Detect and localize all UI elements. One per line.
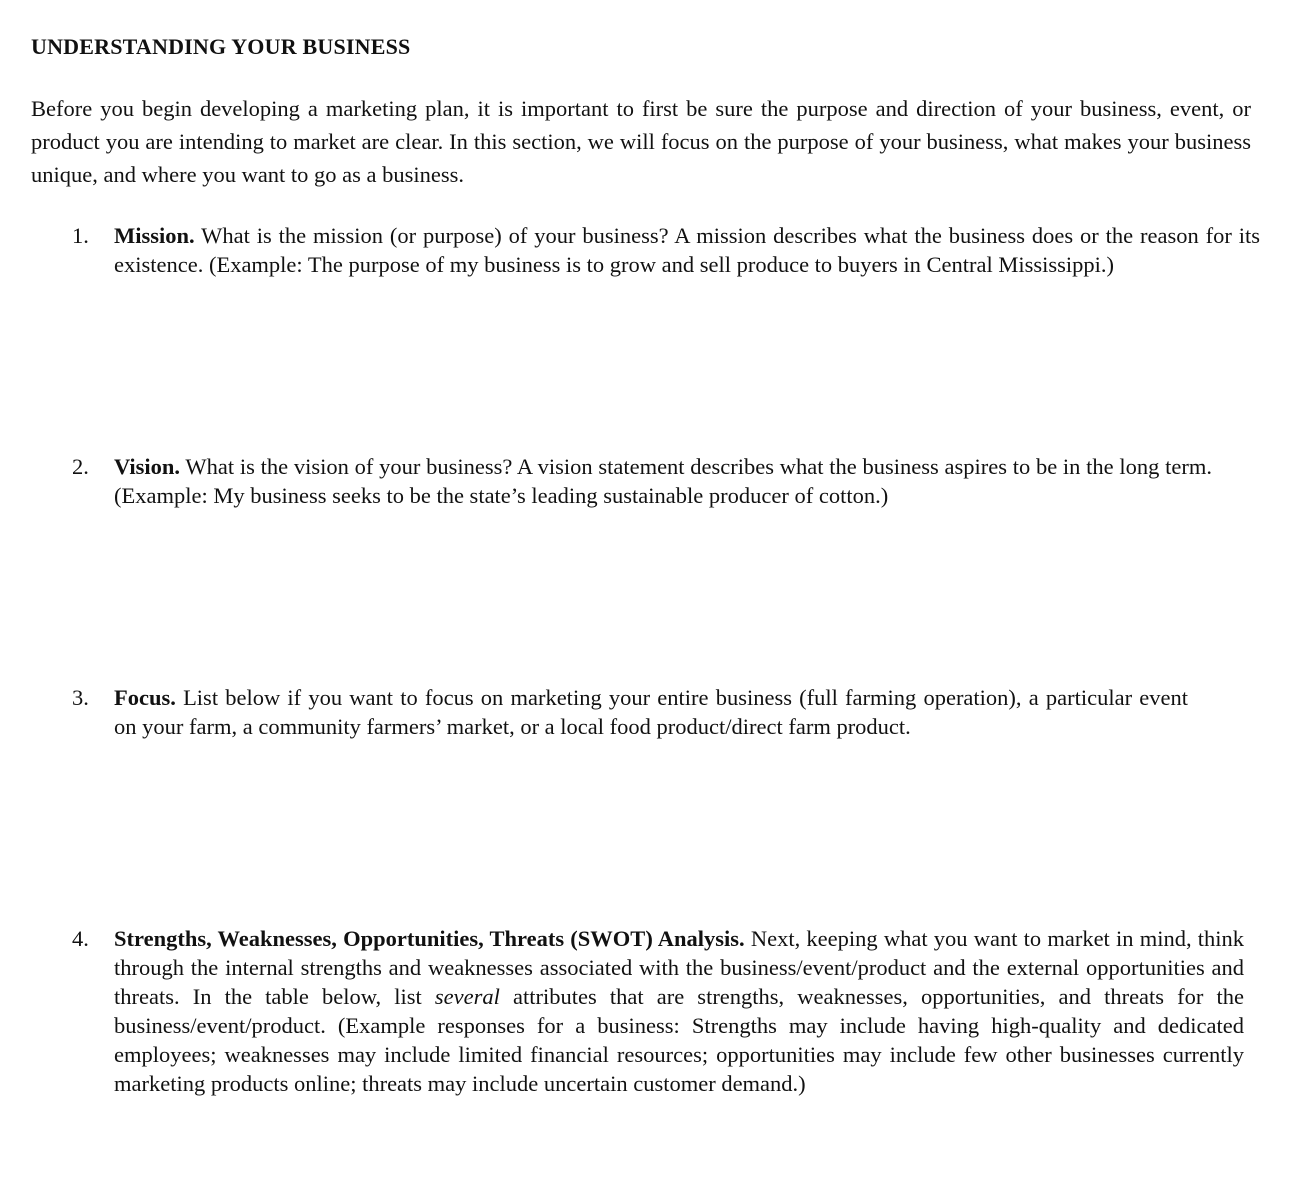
list-number: 3. bbox=[72, 685, 89, 710]
list-number: 1. bbox=[72, 223, 89, 248]
item-term: Mission. bbox=[114, 223, 195, 248]
section-heading: UNDERSTANDING YOUR BUSINESS bbox=[31, 34, 411, 59]
list-number: 4. bbox=[72, 926, 89, 951]
list-item-body bbox=[114, 221, 1260, 279]
list-item-swot bbox=[72, 924, 1244, 1098]
item-text: What is the vision of your business? A vision statement describes what the business aspires to be in the long term. (Example: My business seeks to be the state’s leading sustainable producer of cotton.) bbox=[114, 454, 1212, 508]
item-text: What is the mission (or purpose) of your business? A mission describes what the business does or the reason for its existence. (Example: The purpose of my business is to grow and sell produce to buyers in Central Mississippi.) bbox=[114, 223, 1261, 277]
list-item-body bbox=[114, 452, 1212, 510]
item-term: Vision. bbox=[114, 454, 181, 479]
intro-paragraph: Before you begin developing a marketing plan, it is important to first be sure the purpose and direction of your business, event, or product you are intending to market are clear. In this section, we will focus on the purpose of your business, what makes your business unique, and where you want to go as a business. bbox=[31, 96, 1251, 187]
list-item-mission bbox=[72, 221, 1260, 279]
item-emphasis: several bbox=[434, 984, 500, 1009]
list-item-body bbox=[114, 683, 1188, 741]
list-item-body bbox=[114, 924, 1244, 1098]
item-term: Focus. bbox=[114, 685, 176, 710]
item-text-before: Next, keeping what you want to market in mind, think through the internal strengths and weaknesses associated with the business/event/product and the external opportunities and threats. In the table below, list bbox=[114, 926, 1245, 1009]
list-item-vision bbox=[72, 452, 1212, 510]
item-text-after: attributes that are strengths, weaknesses, opportunities, and threats for the business/event/product. (Example responses for a business: Strengths may include having high-quality and dedicated employees; weaknesses may include limited financial resources; opportunities may include few other businesses currently marketing products online; threats may include uncertain customer demand.) bbox=[114, 984, 1245, 1096]
item-text: List below if you want to focus on marketing your entire business (full farming operation), a particular event on your farm, a community farmers’ market, or a local food product/direct farm product. bbox=[114, 685, 1188, 739]
item-term: Strengths, Weaknesses, Opportunities, Threats (SWOT) Analysis. bbox=[114, 926, 745, 951]
list-item-focus bbox=[72, 683, 1188, 741]
list-number: 2. bbox=[72, 454, 89, 479]
